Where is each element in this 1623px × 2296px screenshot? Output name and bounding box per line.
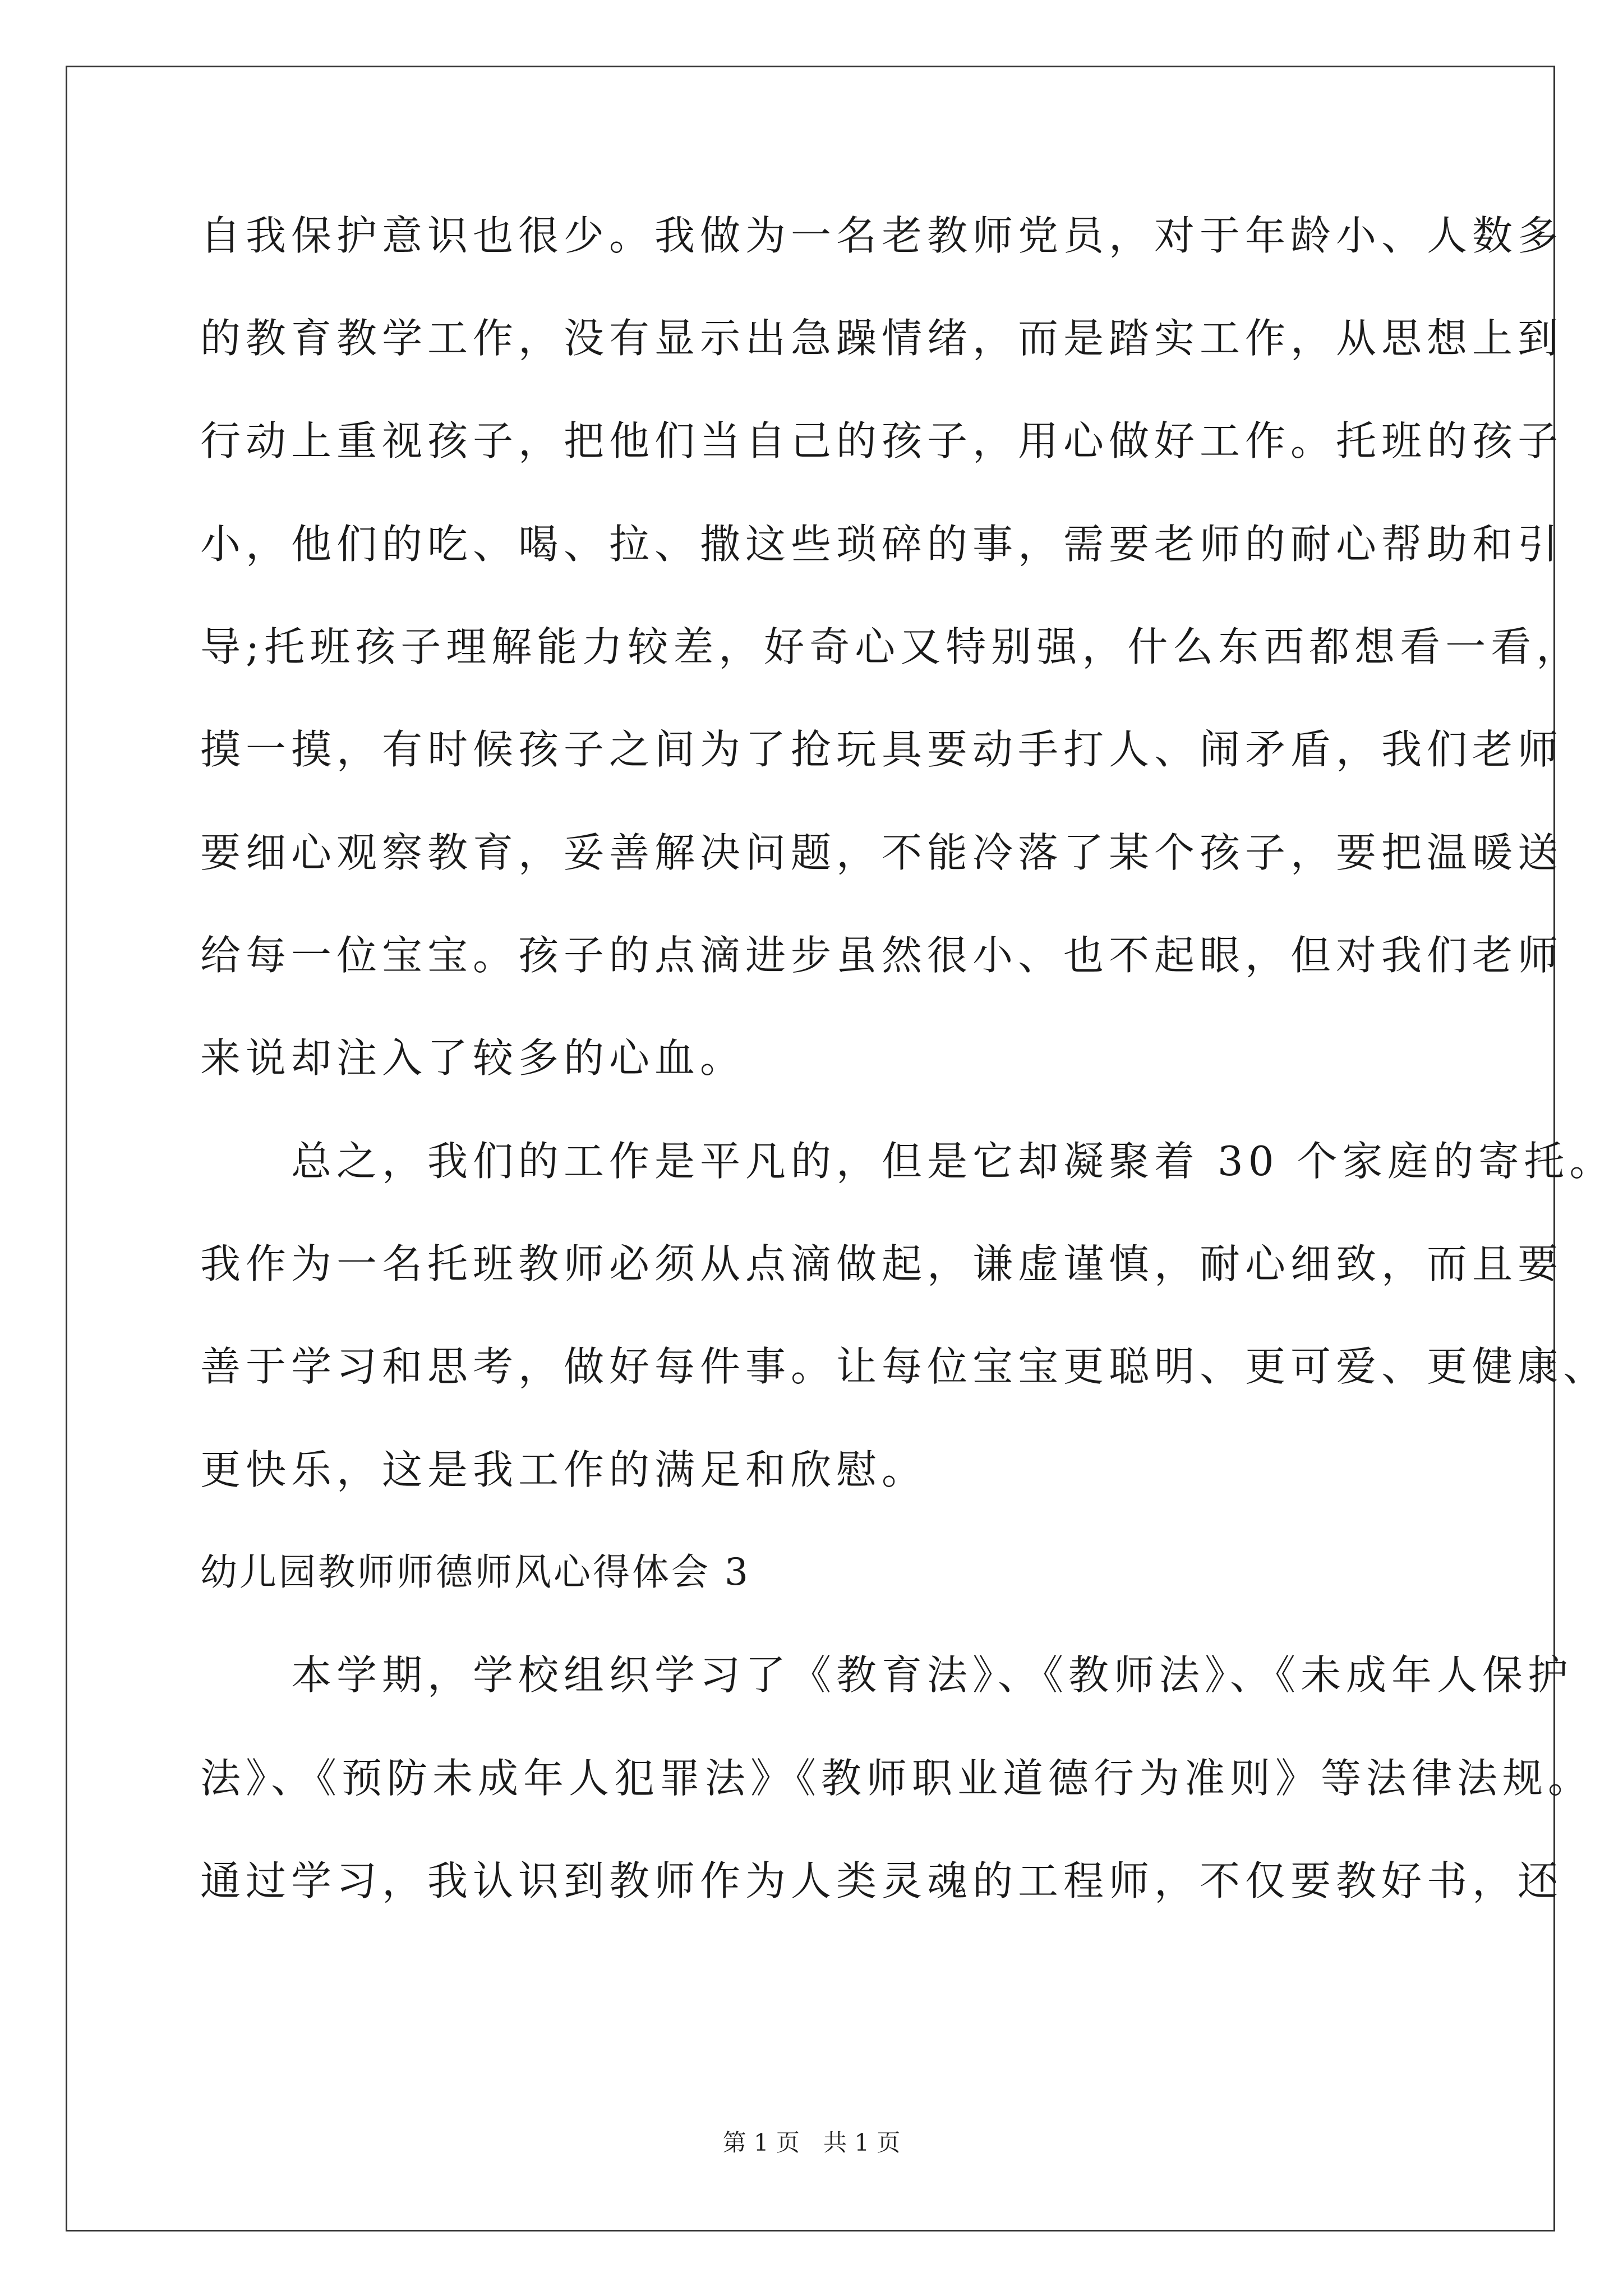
body-line-13: 更快乐，这是我工作的满足和欣慰。 [200, 1446, 928, 1493]
body-line-15: 本学期，学校组织学习了《教育法》、《教师法》、《未成年人保护 [200, 1651, 1574, 1699]
body-line-9: 来说却注入了较多的心血。 [200, 1034, 746, 1082]
body-line-16: 法》、《预防未成年人犯罪法》《教师职业道德行为准则》等法律法规。 [200, 1755, 1594, 1802]
body-line-5: 导;托班孩子理解能力较差，好奇心又特别强，什么东西都想看一看， [200, 623, 1582, 670]
page-number-footer: 第 1 页 共 1 页 [722, 2129, 901, 2156]
body-line-7: 要细心观察教育，妥善解决问题，不能冷落了某个孩子，要把温暖送 [200, 829, 1564, 876]
body-line-10: 总之，我们的工作是平凡的，但是它却凝聚着 30 个家庭的寄托。 [200, 1138, 1615, 1185]
body-line-4: 小，他们的吃、喝、拉、撒这些琐碎的事，需要老师的耐心帮助和引 [200, 521, 1564, 568]
body-line-2: 的教育教学工作，没有显示出急躁情绪，而是踏实工作，从思想上到 [200, 315, 1564, 362]
body-line-3: 行动上重视孩子，把他们当自己的孩子，用心做好工作。托班的孩子 [200, 417, 1564, 464]
body-line-17: 通过学习，我认识到教师作为人类灵魂的工程师，不仅要教好书，还 [200, 1857, 1564, 1904]
body-line-11: 我作为一名托班教师必须从点滴做起，谦虚谨慎，耐心细致，而且要 [200, 1240, 1564, 1287]
body-line-12: 善于学习和思考，做好每件事。让每位宝宝更聪明、更可爱、更健康、 [200, 1343, 1609, 1390]
body-line-8: 给每一位宝宝。孩子的点滴进步虽然很小、也不起眼，但对我们老师 [200, 932, 1564, 979]
body-line-6: 摸一摸，有时候孩子之间为了抢玩具要动手打人、闹矛盾，我们老师 [200, 726, 1564, 773]
section-heading: 幼儿园教师师德师风心得体会 3 [200, 1550, 750, 1594]
body-line-1: 自我保护意识也很少。我做为一名老教师党员，对于年龄小、人数多 [200, 212, 1564, 259]
